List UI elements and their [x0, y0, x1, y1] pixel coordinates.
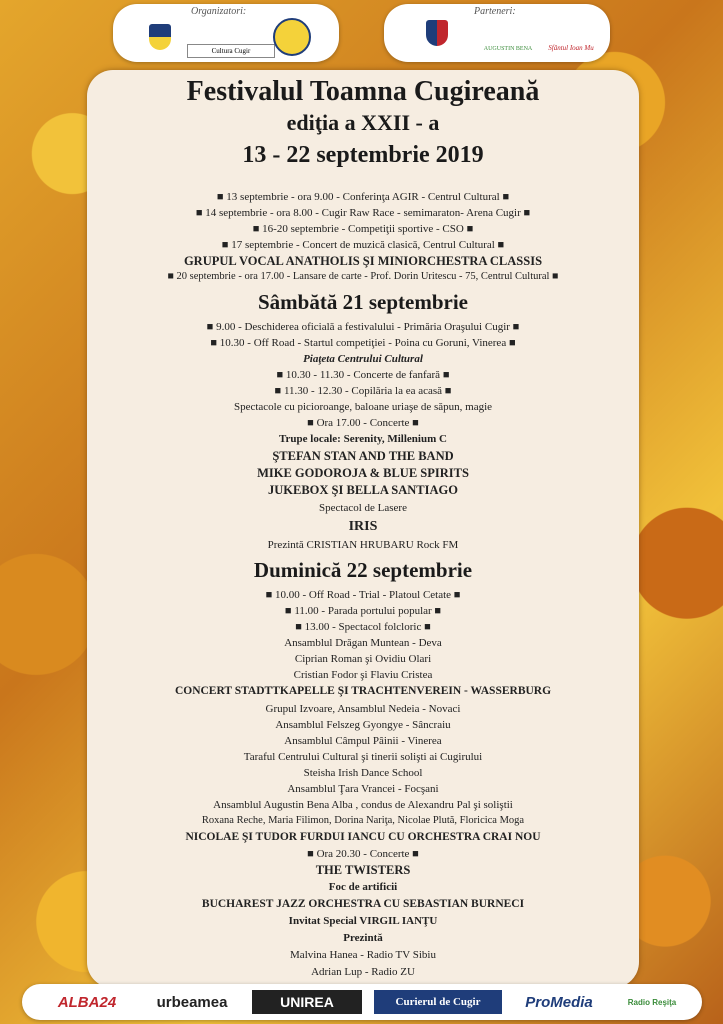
sunday-line: Roxana Reche, Maria Filimon, Dorina Nariţa, Nicolae Plută, Floricica Moga [201, 815, 525, 826]
media-logo-promedia: ProMedia [525, 993, 593, 1011]
saturday-line: ■ Ora 17.00 - Concerte ■ [307, 417, 419, 429]
schedule-line: ■ 17 septembrie - Concert de muzică clasică, Centrul Cultural ■ [221, 239, 505, 251]
sunday-line: ■ Ora 20.30 - Concerte ■ [307, 848, 419, 860]
edition: ediţia a XXII - a [286, 110, 440, 135]
sunday-line: Steisha Irish Dance School [303, 767, 423, 779]
schedule-line: GRUPUL VOCAL ANATHOLIS ŞI MINIORCHESTRA CLASSIS [183, 254, 543, 268]
media-partners-bar [22, 984, 702, 1020]
schedule-line: ■ 20 septembrie - ora 17.00 - Lansare de carte - Prof. Dorin Uritescu - 75, Centrul Cultural ■ [167, 271, 559, 282]
sunday-heading: Duminică 22 septembrie [253, 558, 473, 582]
sunday-line: Taraful Centrului Cultural şi tinerii solişti ai Cugirului [243, 751, 483, 763]
sunday-line: Cristian Fodor şi Flaviu Cristea [293, 669, 433, 681]
sunday-line: Foc de artificii [328, 881, 398, 893]
sunday-line: Grupul Izvoare, Ansamblul Nedeia - Novaci [265, 703, 461, 715]
saturday-heading: Sâmbătă 21 septembrie [258, 290, 468, 314]
partners-box [384, 4, 610, 62]
cugir-crest-icon [149, 24, 171, 50]
organizers-caption: Organizatori: [191, 6, 247, 17]
festival-dates: 13 - 22 septembrie 2019 [242, 142, 484, 168]
saturday-line: ■ 9.00 - Deschiderea oficială a festivalului - Primăria Oraşului Cugir ■ [206, 321, 520, 333]
sunday-line: Adrian Lup - Radio ZU [311, 966, 415, 978]
sunday-line: Ciprian Roman şi Ovidiu Olari [294, 653, 432, 665]
saturday-line: ■ 11.30 - 12.30 - Copilăria la ea acasă ■ [274, 385, 452, 397]
media-logo-alba24: ALBA24 [57, 993, 117, 1011]
festival-title: Festivalul Toamna Cugireană [186, 76, 540, 107]
sunday-line: THE TWISTERS [315, 863, 411, 877]
partners-caption: Parteneri: [474, 6, 516, 17]
saturday-line: Piaţeta Centrului Cultural [303, 353, 423, 365]
saturday-line: ■ 10.30 - Off Road - Startul competiţiei - Poina cu Goruni, Vinerea ■ [210, 337, 516, 349]
sunday-line: Ansamblul Ţara Vrancei - Focşani [287, 783, 439, 795]
partner-logo-bena: AUGUSTIN BENA [483, 46, 533, 52]
saturday-line: Spectacole cu picioroange, baloane uriaşe de săpun, magie [233, 401, 493, 413]
saturday-line: MIKE GODOROJA & BLUE SPIRITS [257, 466, 469, 480]
media-logo-urbeamea: urbeamea [156, 993, 228, 1011]
sunday-line: Ansamblul Augustin Bena Alba , condus de Alexandru Pal şi soliştii [213, 799, 513, 811]
sunday-line: Prezintă [343, 932, 383, 944]
sunday-line: Invitat Special VIRGIL IANŢU [288, 915, 438, 927]
saturday-line: JUKEBOX ŞI BELLA SANTIAGO [268, 483, 458, 497]
alba-crest-icon [426, 20, 448, 46]
sunday-line: BUCHAREST JAZZ ORCHESTRA CU SEBASTIAN BURNECI [201, 898, 525, 910]
saturday-line: ŞTEFAN STAN AND THE BAND [272, 449, 454, 463]
schedule-line: ■ 14 septembrie - ora 8.00 - Cugir Raw Race - semimaraton- Arena Cugir ■ [195, 207, 531, 219]
schedule-line: ■ 16-20 septembrie - Competiţii sportive - CSO ■ [252, 223, 474, 235]
media-logo-radio: Radio Reşiţa [627, 997, 677, 1007]
sunday-line: Ansamblul Felszeg Gyongye - Sâncraiu [275, 719, 451, 731]
saturday-line: Spectacol de Lasere [319, 502, 407, 514]
media-logo-curierul: Curierul de Cugir [374, 990, 502, 1014]
organizer-logo: Cultura Cugir [187, 44, 275, 58]
schedule-line: ■ 13 septembrie - ora 9.00 - Conferinţa AGIR - Centrul Cultural ■ [216, 191, 510, 203]
partner-logo-sfantul: Sfântul Ioan Mu [548, 44, 594, 52]
sunday-line: ■ 11.00 - Parada portului popular ■ [284, 605, 442, 617]
sunday-line: ■ 10.00 - Off Road - Trial - Platoul Cetate ■ [265, 589, 461, 601]
media-logo-unirea: UNIREA [252, 990, 362, 1014]
saturday-line: IRIS [348, 519, 378, 534]
saturday-line: Prezintă CRISTIAN HRUBARU Rock FM [267, 539, 459, 551]
saturday-line: ■ 10.30 - 11.30 - Concerte de fanfară ■ [276, 369, 450, 381]
organizers-box [113, 4, 339, 62]
sunday-line: Ansamblul Drăgan Muntean - Deva [284, 637, 442, 649]
sunday-line: Ansamblul Câmpul Pâinii - Vinerea [284, 735, 442, 747]
organizer-seal-icon [273, 18, 311, 56]
poster-panel [87, 70, 639, 988]
sunday-line: Malvina Hanea - Radio TV Sibiu [290, 949, 436, 961]
sunday-line: NICOLAE ŞI TUDOR FURDUI IANCU CU ORCHESTRA CRAI NOU [185, 831, 541, 843]
saturday-line: Trupe locale: Serenity, Millenium C [279, 433, 447, 445]
sunday-line: ■ 13.00 - Spectacol folcloric ■ [295, 621, 431, 633]
sunday-line: CONCERT STADTTKAPELLE ŞI TRACHTENVEREIN - WASSERBURG [174, 685, 552, 697]
